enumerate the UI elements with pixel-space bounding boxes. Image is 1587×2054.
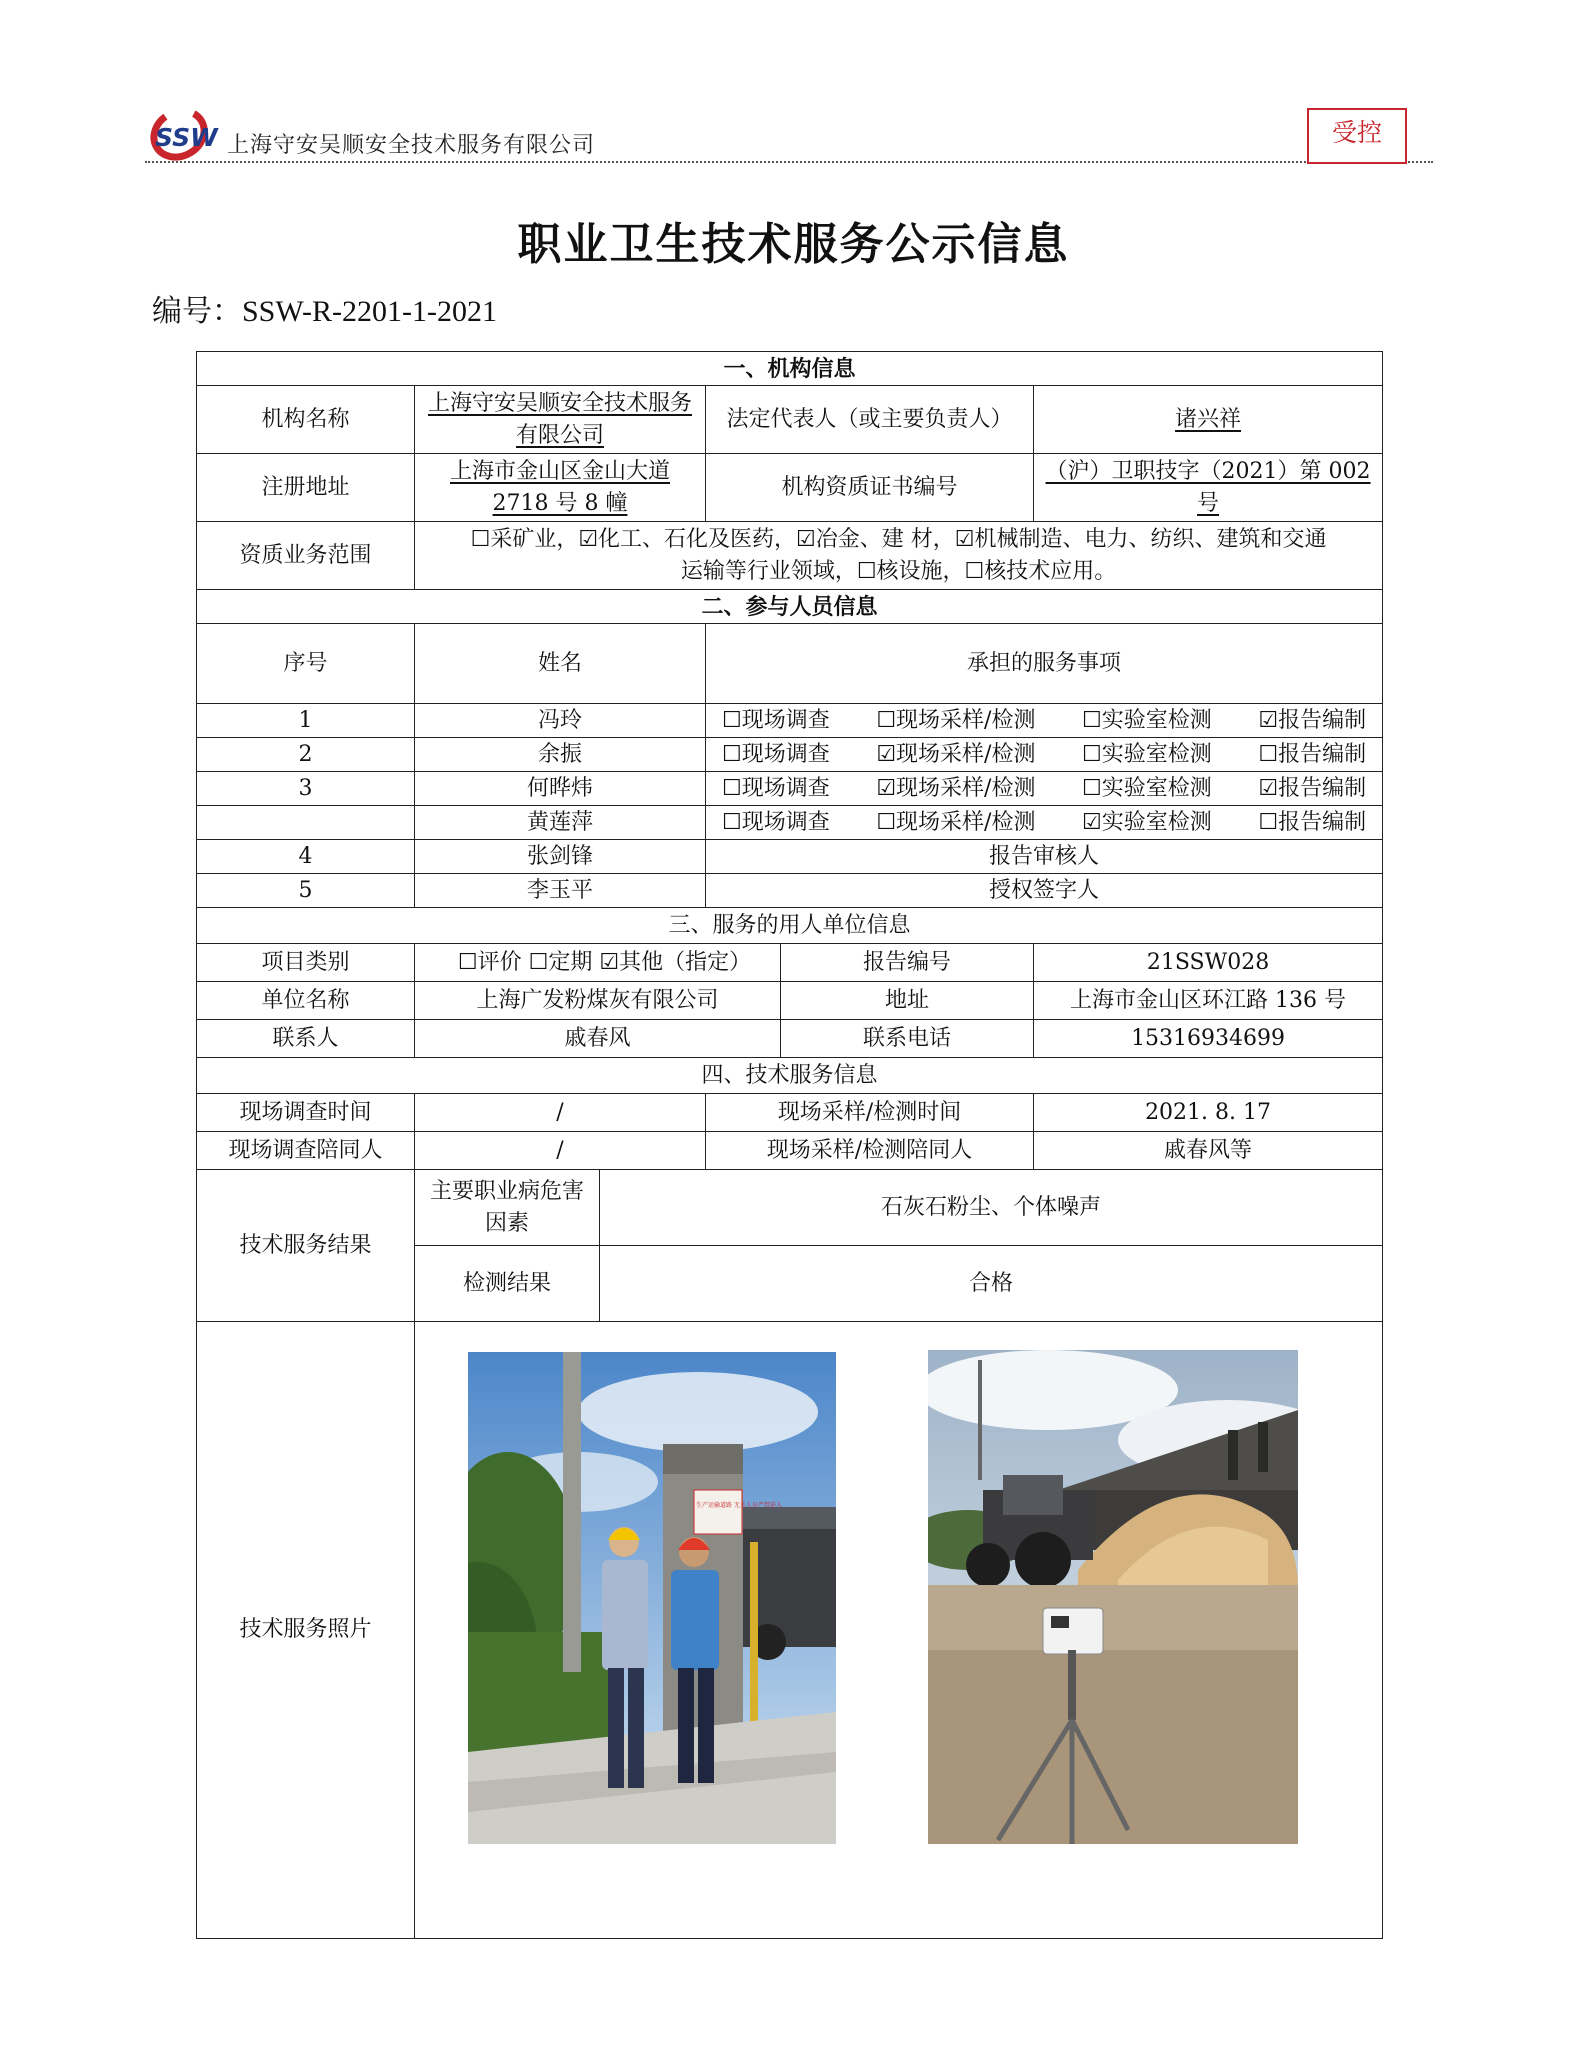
document-number-label: 编号： <box>152 294 242 329</box>
unit-name-value: 上海广发粉煤灰有限公司 <box>415 982 781 1020</box>
survey-time-value: / <box>415 1094 706 1132</box>
person-no: 4 <box>197 840 415 874</box>
service-item: ☐现场调查 <box>722 707 830 733</box>
contact-label: 联系人 <box>197 1020 415 1058</box>
sample-companion-label: 现场采样/检测陪同人 <box>706 1132 1034 1170</box>
survey-companion-label: 现场调查陪同人 <box>197 1132 415 1170</box>
test-result-label: 检测结果 <box>415 1246 600 1322</box>
scope-line-1: ☐采矿业，☑化工、石化及医药，☑冶金、建 材，☑机械制造、电力、纺织、建筑和交通 <box>470 526 1327 552</box>
person-name: 黄莲萍 <box>415 806 706 840</box>
scope-value <box>415 522 1383 590</box>
service-item: ☐实验室检测 <box>1082 707 1212 733</box>
sample-time-value: 2021. 8. 17 <box>1034 1094 1383 1132</box>
hazard-value: 石灰石粉尘、个体噪声 <box>600 1170 1383 1246</box>
service-item: ☐现场调查 <box>722 741 830 767</box>
person-role: 授权签字人 <box>706 874 1383 908</box>
section-3-heading: 三、服务的用人单位信息 <box>197 908 1383 944</box>
person-row <box>197 704 1383 738</box>
org-name-value: 上海守安吴顺安全技术服务有限公司 <box>415 386 706 454</box>
address-value: 上海市金山区金山大道 2718 号 8 幢 <box>415 454 706 522</box>
cert-value: （沪）卫职技字（2021）第 002 号 <box>1034 454 1383 522</box>
contact-value: 戚春风 <box>415 1020 781 1058</box>
person-row <box>197 738 1383 772</box>
unit-name-label: 单位名称 <box>197 982 415 1020</box>
person-services <box>706 704 1383 738</box>
sample-time-label: 现场采样/检测时间 <box>706 1094 1034 1132</box>
document-number <box>152 286 497 330</box>
person-name: 张剑锋 <box>415 840 706 874</box>
service-item: ☐实验室检测 <box>1082 775 1212 801</box>
person-name: 何晔炜 <box>415 772 706 806</box>
document-number-value: SSW-R-2201-1-2021 <box>242 295 497 328</box>
scope-line-2: 运输等行业领域，☐核设施，☐核技术应用。 <box>680 558 1117 584</box>
col-header-name: 姓名 <box>415 624 706 704</box>
page-title: 职业卫生技术服务公示信息 <box>517 219 1070 270</box>
col-header-no: 序号 <box>197 624 415 704</box>
company-logo <box>145 98 225 164</box>
result-label: 技术服务结果 <box>197 1170 415 1322</box>
person-no <box>197 806 415 840</box>
service-item: ☐现场调查 <box>722 775 830 801</box>
info-table <box>196 351 1383 1939</box>
hazard-label: 主要职业病危害因素 <box>415 1170 600 1246</box>
service-item: ☐报告编制 <box>1258 809 1367 835</box>
col-header-items: 承担的服务事项 <box>706 624 1383 704</box>
phone-label: 联系电话 <box>781 1020 1034 1058</box>
survey-companion-value: / <box>415 1132 706 1170</box>
service-item: ☑实验室检测 <box>1082 809 1212 835</box>
section-4-heading: 四、技术服务信息 <box>197 1058 1383 1094</box>
person-row <box>197 806 1383 840</box>
project-type-label: 项目类别 <box>197 944 415 982</box>
address-label: 注册地址 <box>197 454 415 522</box>
person-row <box>197 840 1383 874</box>
person-row <box>197 874 1383 908</box>
test-result-value: 合格 <box>600 1246 1383 1322</box>
photo-label: 技术服务照片 <box>197 1322 415 1939</box>
phone-value: 15316934699 <box>1034 1020 1383 1058</box>
person-name: 李玉平 <box>415 874 706 908</box>
scope-label: 资质业务范围 <box>197 522 415 590</box>
service-item: ☑报告编制 <box>1258 775 1367 801</box>
report-no-value: 21SSW028 <box>1034 944 1383 982</box>
unit-address-value: 上海市金山区环江路 136 号 <box>1034 982 1383 1020</box>
person-row <box>197 772 1383 806</box>
service-item: ☐现场采样/检测 <box>876 707 1036 733</box>
project-type-value: ☐评价 ☐定期 ☑其他（指定） <box>415 944 781 982</box>
legal-rep-label: 法定代表人（或主要负责人） <box>706 386 1034 454</box>
service-photo-equipment <box>928 1350 1298 1844</box>
person-no: 5 <box>197 874 415 908</box>
photo-cell <box>415 1322 1383 1939</box>
person-name: 冯玲 <box>415 704 706 738</box>
service-item: ☐实验室检测 <box>1082 741 1212 767</box>
cert-label: 机构资质证书编号 <box>706 454 1034 522</box>
person-no: 2 <box>197 738 415 772</box>
person-services <box>706 738 1383 772</box>
person-no: 1 <box>197 704 415 738</box>
service-item: ☐现场采样/检测 <box>876 809 1036 835</box>
svg-text:SSW: SSW <box>155 123 218 152</box>
person-name: 余振 <box>415 738 706 772</box>
section-2-heading: 二、参与人员信息 <box>197 590 1383 624</box>
report-no-label: 报告编号 <box>781 944 1034 982</box>
service-item: ☑现场采样/检测 <box>876 741 1036 767</box>
person-services <box>706 772 1383 806</box>
person-no: 3 <box>197 772 415 806</box>
header-divider <box>145 161 1433 163</box>
survey-time-label: 现场调查时间 <box>197 1094 415 1132</box>
org-name-label: 机构名称 <box>197 386 415 454</box>
legal-rep-value: 诸兴祥 <box>1034 386 1383 454</box>
service-photo-workers <box>468 1352 836 1844</box>
person-role: 报告审核人 <box>706 840 1383 874</box>
service-item: ☐报告编制 <box>1258 741 1367 767</box>
service-item: ☐现场调查 <box>722 809 830 835</box>
company-name: 上海守安吴顺安全技术服务有限公司 <box>227 133 596 158</box>
person-services <box>706 806 1383 840</box>
controlled-stamp: 受控 <box>1307 108 1407 164</box>
sample-companion-value: 戚春风等 <box>1034 1132 1383 1170</box>
service-item: ☑现场采样/检测 <box>876 775 1036 801</box>
service-item: ☑报告编制 <box>1258 707 1367 733</box>
page-header <box>145 98 1425 164</box>
gate-sign-text: 生产运输道路 无关人员严禁进入 <box>696 1502 782 1509</box>
section-1-heading: 一、机构信息 <box>197 352 1383 386</box>
unit-address-label: 地址 <box>781 982 1034 1020</box>
